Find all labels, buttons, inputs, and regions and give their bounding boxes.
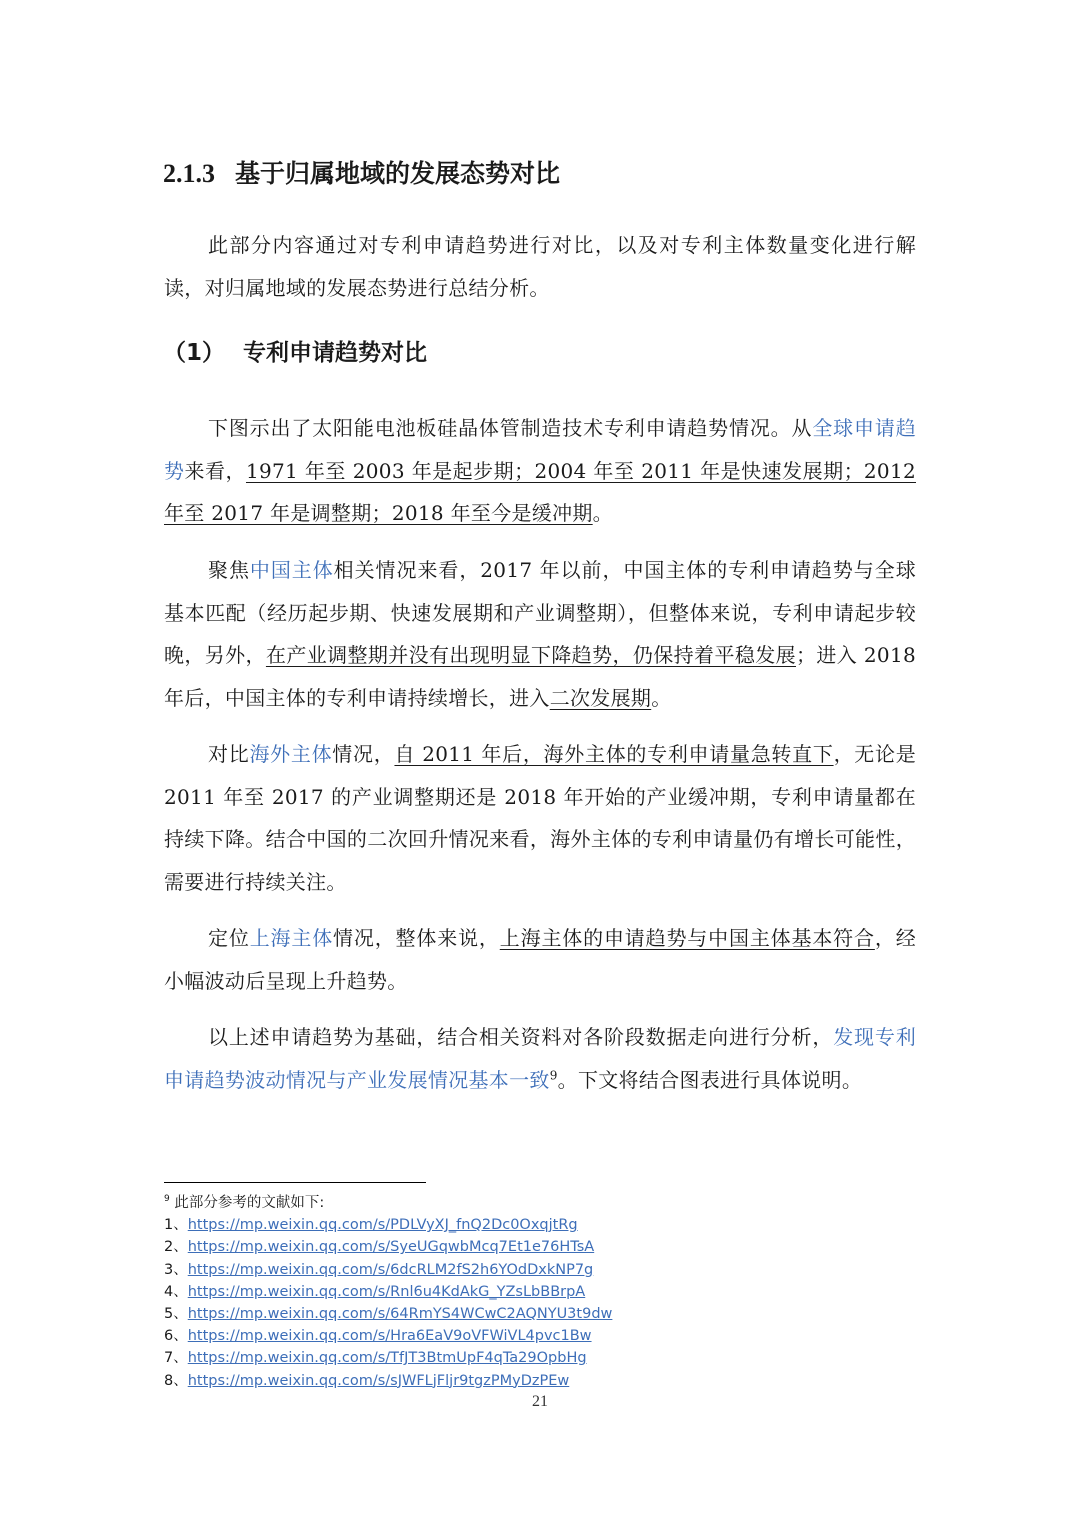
reference-item [164,1259,924,1281]
page-number: 21 [532,1393,548,1410]
text-run: 聚焦 [208,558,250,582]
reference-item [164,1214,924,1236]
footnote-block [164,1192,924,1392]
text-run: 。 [592,501,613,525]
underlined-second-development: 二次发展期 [549,685,652,710]
paragraph-shanghai-entities [164,917,916,1002]
paragraph-conclusion [164,1016,916,1101]
reference-item [164,1347,924,1369]
footnote-heading [164,1192,924,1214]
reference-link[interactable]: https://mp.weixin.qq.com/s/Rnl6u4KdAkG_YZsLbBBrpA [187,1283,586,1300]
reference-item [164,1236,924,1258]
reference-link[interactable]: https://mp.weixin.qq.com/s/Hra6EaV9oVFWiVL4pvc1Bw [187,1328,592,1345]
underlined-stages: 1971 年至 2003 年是起步期；2004 年至 2011 年是快速发展期；2012 年至 2017 年是调整期；2018 年至今是缓冲期 [164,458,916,525]
section-heading [163,152,923,196]
text-run: 。下文将结合图表进行具体说明。 [557,1067,863,1092]
subsection-number: （1） [163,340,226,366]
text-run: ；进入 2018 年后，中国主体的专利申请持续增长，进入 [164,643,917,710]
reference-link[interactable]: https://mp.weixin.qq.com/s/6dcRLM2fS2h6YOdDxkNP7g [187,1261,594,1278]
text-run: 来看， [184,458,246,483]
reference-item [164,1325,924,1347]
reference-number: 1、 [164,1217,188,1234]
reference-number: 4、 [164,1283,188,1300]
reference-item [164,1370,924,1392]
footnote-mark: 9 [164,1194,170,1205]
section-number: 2.1.3 [163,159,215,188]
highlight-shanghai-entities: 上海主体 [249,926,334,950]
text-run: ，无论是 2011 年至 2017 的产业调整期还是 2018 年开始的产业缓冲期，专利申请量都在持续下降。结合中国的二次回升情况来看，海外主体的专利申请量仍有增长可能性，需要进行持续关注。 [164,742,917,894]
reference-number: 8、 [164,1372,188,1389]
reference-number: 5、 [164,1306,188,1323]
text-run: 以上述申请趋势为基础，结合相关资料对各阶段数据走向进行分析， [208,1025,834,1049]
section-title: 基于归属地域的发展态势对比 [235,159,561,188]
text-run: 下图示出了太阳能电池板硅晶体管制造技术专利申请趋势情况。从 [208,416,813,440]
reference-number: 3、 [164,1261,188,1278]
highlight-conclusion: 发现专利申请趋势波动情况与产业发展情况基本一致 [164,1025,917,1092]
intro-paragraph: 此部分内容通过对专利申请趋势进行对比，以及对专利主体数量变化进行解读，对归属地域的发展态势进行总结分析。 [164,233,916,300]
reference-number: 2、 [164,1239,188,1256]
reference-link[interactable]: https://mp.weixin.qq.com/s/sJWFLjFljr9tgzPMyDzPEw [187,1372,570,1389]
reference-link[interactable]: https://mp.weixin.qq.com/s/PDLVyXJ_fnQ2Dc0OxqjtRg [187,1217,578,1234]
highlight-global-trend: 全球申请趋势 [164,416,917,483]
text-run: 相关情况来看，2017 年以前，中国主体的专利申请趋势与全球基本匹配（经历起步期、快速发展期和产业调整期），但整体来说，专利申请起步较晚，另外， [164,558,916,667]
footnote-divider [164,1182,426,1183]
reference-item [164,1303,924,1325]
subsection-heading [163,333,923,373]
footnote-ref[interactable]: 9 [549,1067,558,1082]
subsection-title: 专利申请趋势对比 [243,340,428,366]
text-run: 情况， [332,742,395,766]
reference-number: 6、 [164,1328,188,1345]
reference-link[interactable]: https://mp.weixin.qq.com/s/TfJT3BtmUpF4qTa29OpbHg [187,1350,587,1367]
paragraph-overseas-entities [164,733,916,903]
footnote-heading-text: 此部分参考的文献如下: [174,1195,325,1211]
highlight-china-entities: 中国主体 [249,558,334,582]
text-run: 定位 [208,926,250,950]
paragraph-global-trend [164,407,916,535]
paragraph-china-entities [164,549,916,719]
underlined-shanghai-consistent: 上海主体的申请趋势与中国主体基本符合 [499,926,875,950]
highlight-overseas-entities: 海外主体 [249,742,333,766]
text-run: 。 [651,685,672,710]
reference-link[interactable]: https://mp.weixin.qq.com/s/64RmYS4WCwC2AQNYU3t9dw [187,1306,613,1323]
text-run: ，经小幅波动后呈现上升趋势。 [164,926,916,993]
reference-number: 7、 [164,1350,188,1367]
underlined-sharp-decline: 自 2011 年后，海外主体的专利申请量急转直下 [394,742,834,766]
text-run: 情况，整体来说， [333,926,500,950]
text-run: 对比 [208,742,250,766]
reference-link[interactable]: https://mp.weixin.qq.com/s/SyeUGqwbMcq7Et1e76HTsA [187,1239,595,1256]
underlined-stable-development: 在产业调整期并没有出现明显下降趋势，仍保持着平稳发展 [265,643,796,667]
reference-item [164,1281,924,1303]
